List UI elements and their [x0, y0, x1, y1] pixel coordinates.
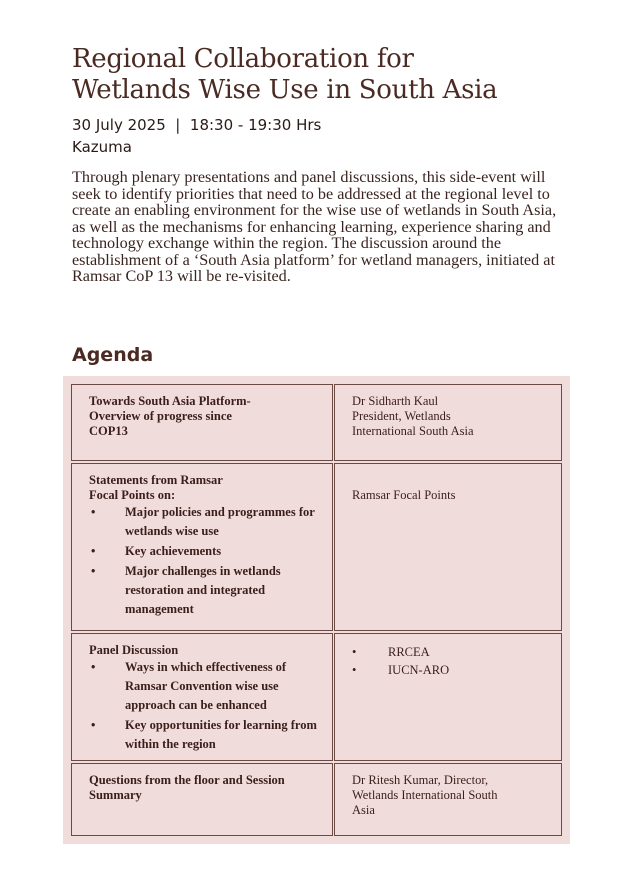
agenda-row-2-topic — [71, 463, 333, 631]
list-item-text: RRCEA — [388, 645, 430, 659]
bullet-icon: • — [352, 663, 357, 677]
page-title — [72, 44, 612, 106]
agenda-heading: Agenda — [72, 344, 154, 366]
event-venue: Kazuma — [72, 138, 132, 156]
list-item — [352, 661, 551, 679]
topic-bullet-list — [89, 658, 322, 754]
agenda-row-4-topic — [71, 763, 333, 836]
topic-bullet-list — [89, 503, 322, 619]
list-item-text: IUCN-ARO — [388, 663, 450, 677]
speaker-line: Ramsar Focal Points — [352, 488, 456, 502]
list-item-text: Key opportunities for learning from within the region — [125, 718, 317, 751]
topic-line: Statements from Ramsar — [89, 473, 223, 487]
topic-line: Panel Discussion — [89, 643, 179, 657]
list-item-text: Ways in which effectiveness of Ramsar Convention wise use approach can be enhanced — [125, 660, 287, 712]
topic-line: Summary — [89, 788, 142, 802]
agenda-row-3-speaker — [334, 633, 562, 761]
topic-line: Focal Points on: — [89, 488, 176, 502]
list-item-text: Major policies and programmes for wetlands wise use — [125, 505, 315, 538]
speaker-line: Dr Sidharth Kaul — [352, 394, 439, 408]
agenda-row-1-topic — [71, 384, 333, 461]
list-item — [89, 542, 322, 561]
list-item — [89, 716, 322, 754]
topic-line: COP13 — [89, 424, 128, 438]
speaker-bullet-list — [352, 643, 551, 679]
agenda-row-2-speaker — [334, 463, 562, 631]
event-datetime: 30 July 2025 | 18:30 - 19:30 Hrs — [72, 116, 322, 134]
bullet-icon: • — [91, 544, 96, 558]
agenda-row-1-speaker — [334, 384, 562, 461]
title-line-1: Regional Collaboration for — [72, 44, 414, 74]
list-item-text: Major challenges in wetlands restoration and integrated management — [125, 564, 281, 616]
speaker-line: Asia — [352, 803, 375, 817]
agenda-row-4-speaker — [334, 763, 562, 836]
agenda-table — [63, 376, 570, 844]
bullet-icon: • — [91, 564, 96, 578]
list-item — [89, 658, 322, 715]
speaker-line: Wetlands International South — [352, 788, 498, 802]
title-line-2: Wetlands Wise Use in South Asia — [72, 75, 498, 105]
speaker-line: President, Wetlands — [352, 409, 451, 423]
agenda-row-3-topic — [71, 633, 333, 761]
list-item — [352, 643, 551, 661]
bullet-icon: • — [91, 505, 96, 519]
list-item-text: Key achievements — [125, 544, 222, 558]
bullet-icon: • — [91, 660, 96, 674]
topic-line: Overview of progress since — [89, 409, 232, 423]
speaker-line: International South Asia — [352, 424, 474, 438]
list-item — [89, 503, 322, 541]
list-item — [89, 562, 322, 619]
topic-line: Towards South Asia Platform- — [89, 394, 251, 408]
bullet-icon: • — [91, 718, 96, 732]
bullet-icon: • — [352, 645, 357, 659]
event-description: Through plenary presentations and panel discussions, this side-event will seek to identify priorities that need to be addressed at the regional level to create an enabling environment for the wise use of wetlands in South Asia, as well as the mechanisms for enhancing learning, experience sharing and technology exchange within the region. The discussion around the establishment of a ‘South Asia platform’ for wetland managers, initiated at Ramsar CoP 13 will be re-visited. — [72, 168, 557, 285]
speaker-line: Dr Ritesh Kumar, Director, — [352, 773, 489, 787]
topic-line: Questions from the floor and Session — [89, 773, 285, 787]
